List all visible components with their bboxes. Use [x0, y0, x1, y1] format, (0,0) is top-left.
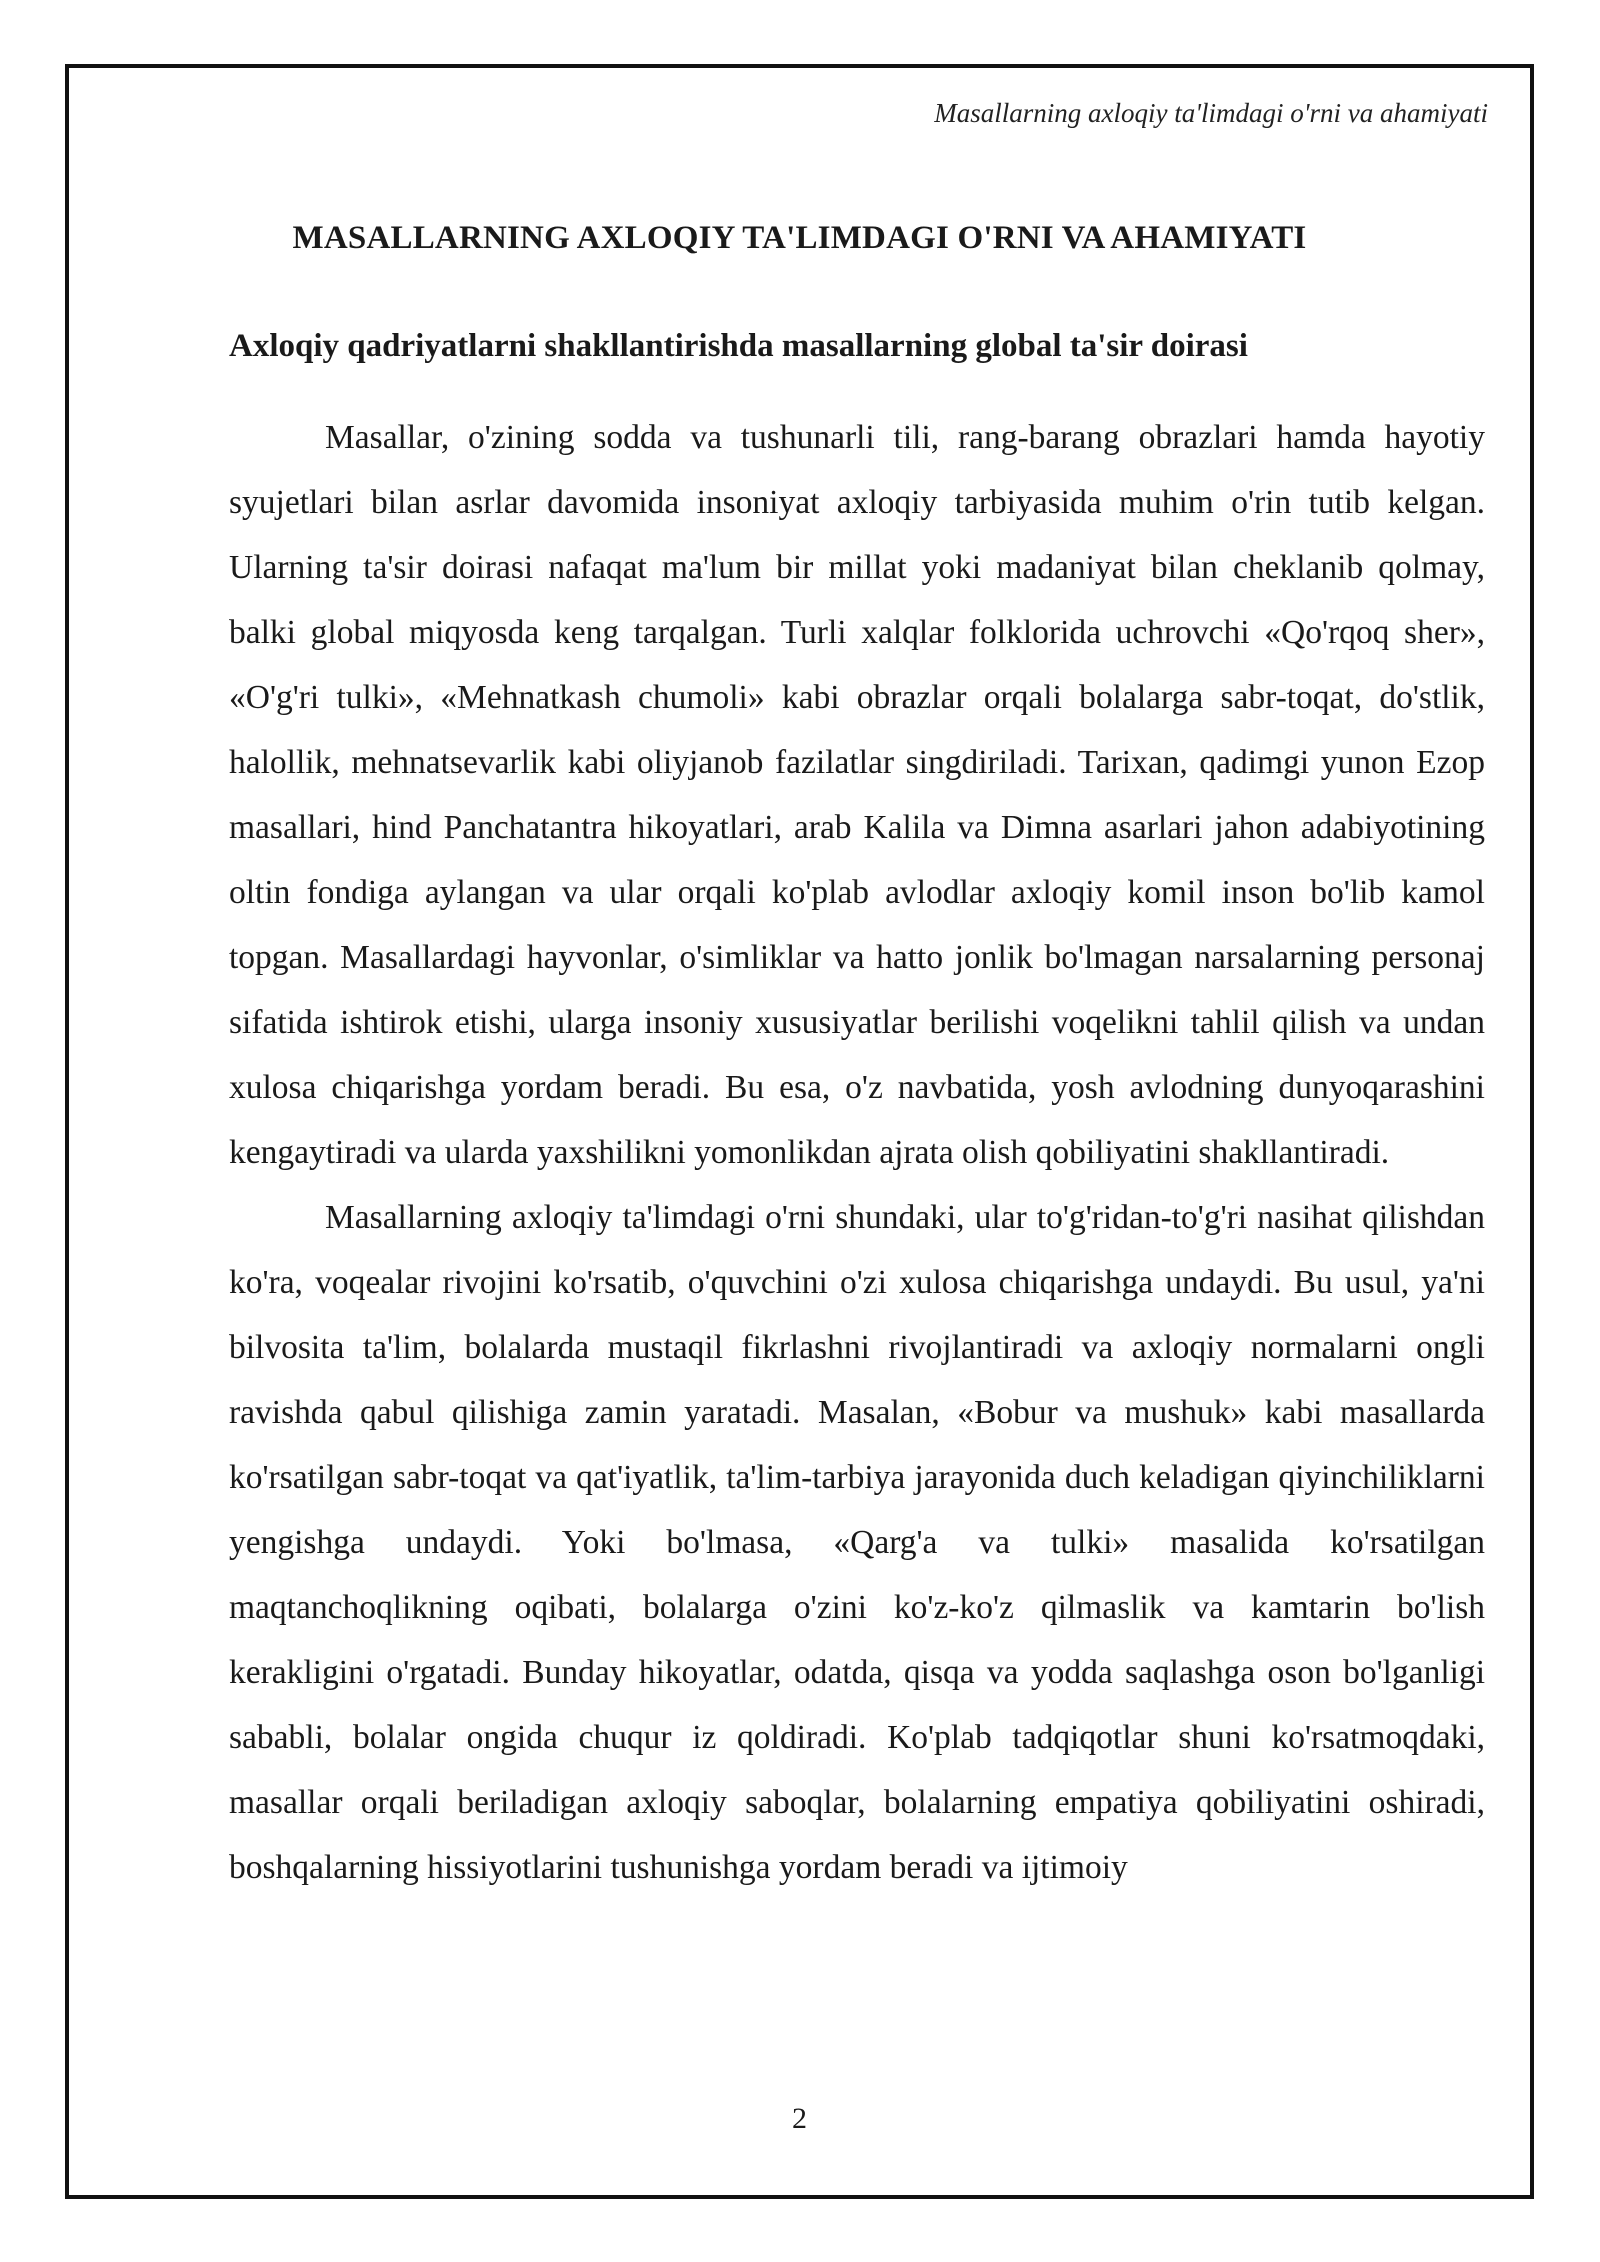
page-number: 2: [792, 2102, 807, 2135]
document-title: MASALLARNING AXLOQIY TA'LIMDAGI O'RNI VA AHAMIYATI: [292, 220, 1307, 256]
paragraph: Masallarning axloqiy ta'limdagi o'rni shundaki, ular to'g'ridan-to'g'ri nasihat qilishdan ko'ra, voqealar rivojini ko'rsatib, o'quvchini o'zi xulosa chiqarishga undaydi. Bu usul, ya'ni bilvosita ta'lim, bolalarda mustaqil fikrlashni rivojlantiradi va axloqiy normalarni ongli ravishda qabul qilishiga zamin yaratadi. Masalan, «Bobur va mushuk» kabi masallarda ko'rsatilgan sabr-toqat va qat'iyatlik, ta'lim-tarbiya jarayonida duch keladigan qiyinchiliklarni yengishga undaydi. Yoki bo'lmasa, «Qarg'a va tulki» masalida ko'rsatilgan maqtanchoqlikning oqibati, bolalarga o'zini ko'z-ko'z qilmaslik va kamtarin bo'lish kerakligini o'rgatadi. Bunday hikoyatlar, odatda, qisqa va yodda saqlashga oson bo'lganligi sababli, bolalar ongida chuqur iz qoldiradi. Ko'plab tadqiqotlar shuni ko'rsatmoqdaki, masallar orqali beriladigan axloqiy saboqlar, bolalarning empatiya qobiliyatini oshiradi, boshqalarning hissiyotlarini tushunishga yordam beradi va ijtimoiy: [229, 1199, 1485, 1886]
body-text: [229, 405, 1485, 1900]
running-header: Masallarning axloqiy ta'limdagi o'rni va ahamiyati: [934, 98, 1488, 128]
paragraph: Masallar, o'zining sodda va tushunarli tili, rang-barang obrazlari hamda hayotiy syujetlari bilan asrlar davomida insoniyat axloqiy tarbiyasida muhim o'rin tutib kelgan. Ularning ta'sir doirasi nafaqat ma'lum bir millat yoki madaniyat bilan cheklanib qolmay, balki global miqyosda keng tarqalgan. Turli xalqlar folklorida uchrovchi «Qo'rqoq sher», «O'g'ri tulki», «Mehnatkash chumoli» kabi obrazlar orqali bolalarga sabr-toqat, do'stlik, halollik, mehnatsevarlik kabi oliyjanob fazilatlar singdiriladi. Tarixan, qadimgi yunon Ezop masallari, hind Panchatantra hikoyatlari, arab Kalila va Dimna asarlari jahon adabiyotining oltin fondiga aylangan va ular orqali ko'plab avlodlar axloqiy komil inson bo'lib kamol topgan. Masallardagi hayvonlar, o'simliklar va hatto jonlik bo'lmagan narsalarning personaj sifatida ishtirok etishi, ularga insoniy xususiyatlar berilishi voqelikni tahlil qilish va undan xulosa chiqarishga yordam beradi. Bu esa, o'z navbatida, yosh avlodning dunyoqarashini kengaytiradi va ularda yaxshilikni yomonlikdan ajrata olish qobiliyatini shakllantiradi.: [229, 419, 1485, 1171]
section-heading: Axloqiy qadriyatlarni shakllantirishda masallarning global ta'sir doirasi: [229, 328, 1248, 364]
